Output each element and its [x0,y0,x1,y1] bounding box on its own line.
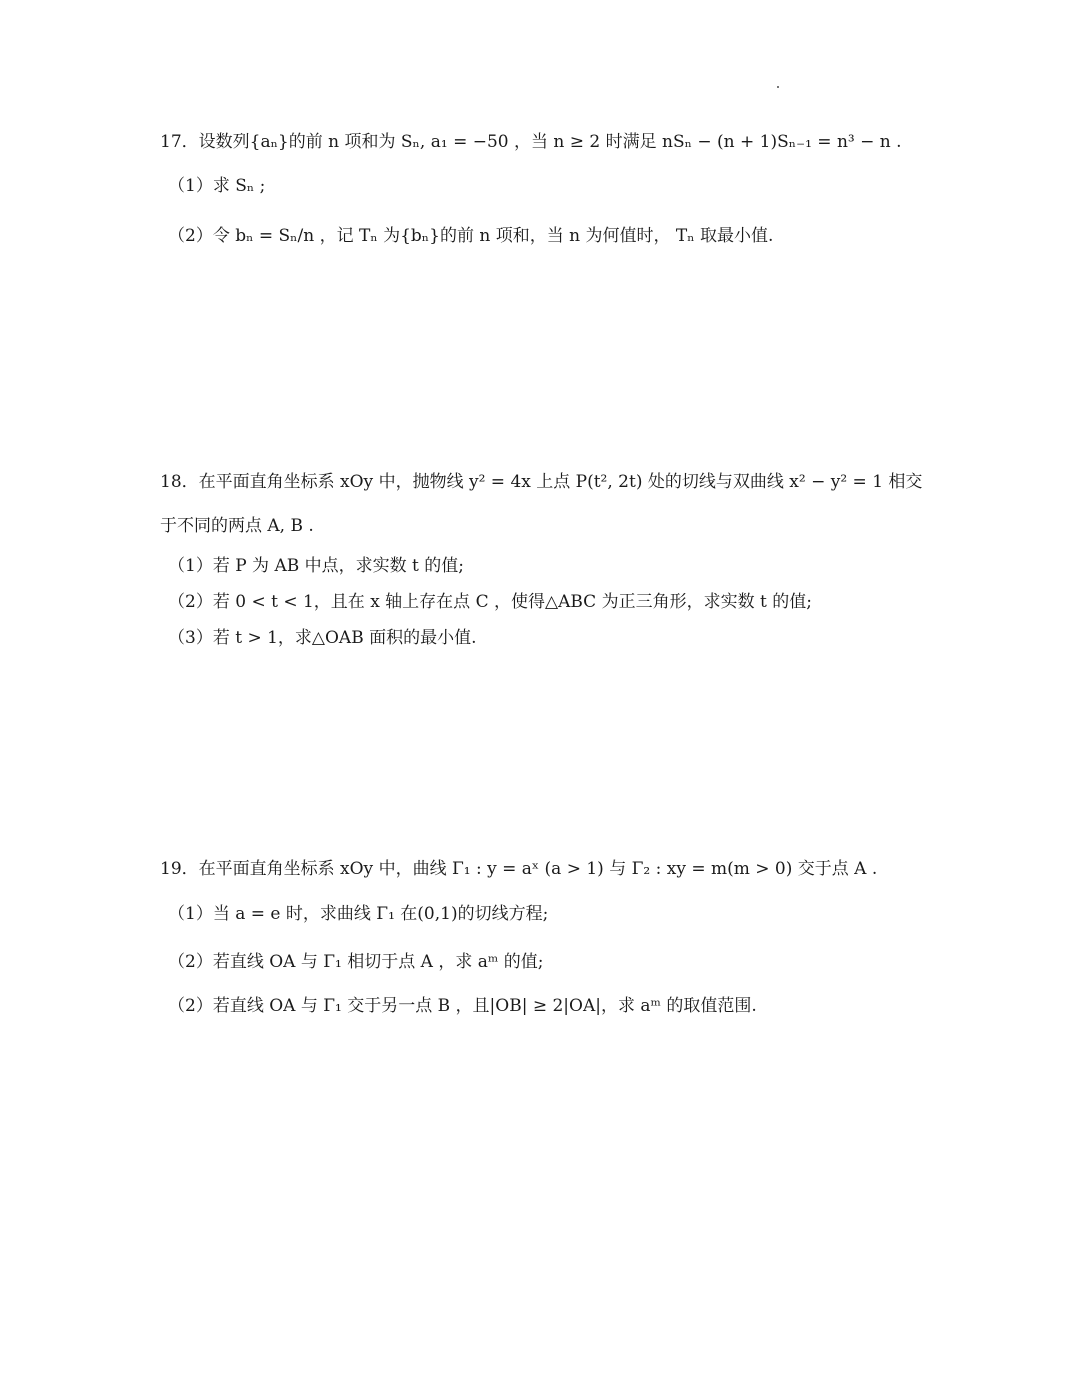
problem-18-stem-continued: 于不同的两点 A, B . [160,516,314,536]
problem-18-part-3: （3）若 t > 1，求△OAB 面积的最小值. [168,628,477,648]
problem-19-part-3: （2）若直线 OA 与 Γ₁ 交于另一点 B ，且|OB| ≥ 2|OA|，求 aᵐ 的取值范围. [168,996,757,1016]
problem-18-part-2: （2）若 0 < t < 1，且在 x 轴上存在点 C ，使得△ABC 为正三角形，求实数 t 的值; [168,592,812,612]
problem-17-part-2: （2）令 bₙ = Sₙ/n ，记 Tₙ 为{bₙ}的前 n 项和，当 n 为何值时， Tₙ 取最小值. [168,226,774,246]
problem-17-stem: 17．设数列{aₙ}的前 n 项和为 Sₙ, a₁ = −50 ，当 n ≥ 2 时满足 nSₙ − (n + 1)Sₙ₋₁ = n³ − n . [160,132,902,152]
scan-dot [777,86,779,88]
problem-19-part-1: （1）当 a = e 时，求曲线 Γ₁ 在(0,1)的切线方程; [168,904,549,924]
problem-18-part-1: （1）若 P 为 AB 中点，求实数 t 的值; [168,556,465,576]
problem-19-part-2: （2）若直线 OA 与 Γ₁ 相切于点 A ，求 aᵐ 的值; [168,952,544,972]
problem-19-stem: 19．在平面直角坐标系 xOy 中，曲线 Γ₁ : y = aˣ (a > 1) 与 Γ₂ : xy = m(m > 0) 交于点 A . [160,859,878,879]
problem-17-part-1: （1）求 Sₙ ; [168,176,266,196]
problem-18-stem: 18．在平面直角坐标系 xOy 中，抛物线 y² = 4x 上点 P(t², 2t) 处的切线与双曲线 x² − y² = 1 相交 [160,472,923,492]
